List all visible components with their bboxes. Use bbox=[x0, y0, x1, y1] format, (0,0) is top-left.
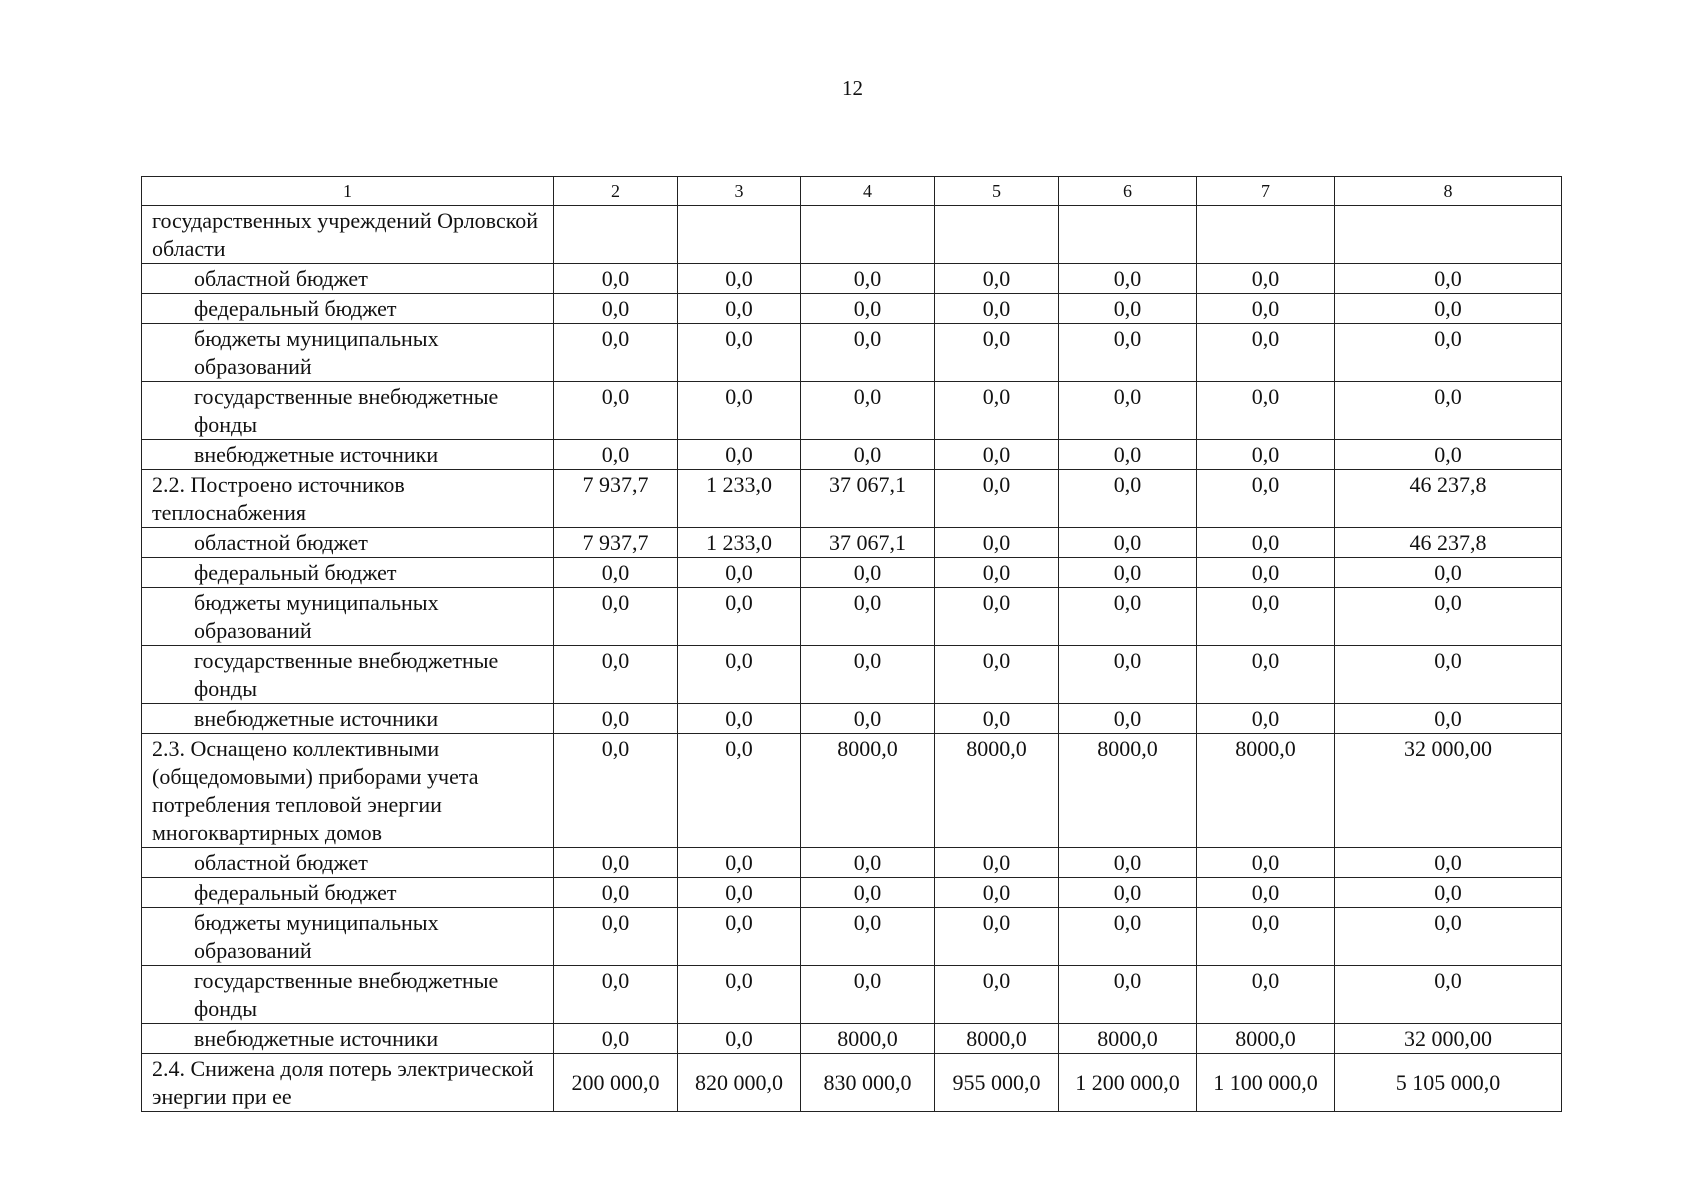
table-cell-value: 0,0 bbox=[554, 264, 678, 294]
column-header: 1 bbox=[142, 177, 554, 206]
column-header: 3 bbox=[678, 177, 801, 206]
table-cell-value: 8000,0 bbox=[801, 1024, 935, 1054]
table-cell-value: 0,0 bbox=[801, 558, 935, 588]
table-cell-value: 0,0 bbox=[554, 558, 678, 588]
table-row bbox=[142, 294, 1562, 324]
table-cell-value: 0,0 bbox=[1335, 264, 1562, 294]
table-cell-value: 0,0 bbox=[801, 878, 935, 908]
table-cell-value: 0,0 bbox=[1197, 382, 1335, 440]
table-cell-value: 0,0 bbox=[1197, 324, 1335, 382]
row-sublabel: бюджеты муниципальных образований bbox=[142, 908, 554, 966]
table-cell-value bbox=[1335, 206, 1562, 264]
table-cell-value: 0,0 bbox=[1059, 558, 1197, 588]
table-cell-value: 37 067,1 bbox=[801, 470, 935, 528]
table-cell-value bbox=[1059, 206, 1197, 264]
table-body bbox=[142, 177, 1562, 1112]
table-cell-value: 0,0 bbox=[678, 878, 801, 908]
table-row bbox=[142, 878, 1562, 908]
column-header: 5 bbox=[935, 177, 1059, 206]
table-cell-value: 0,0 bbox=[1197, 908, 1335, 966]
table-cell-value: 0,0 bbox=[1335, 440, 1562, 470]
table-cell-value: 0,0 bbox=[1059, 382, 1197, 440]
table-cell-value: 0,0 bbox=[935, 382, 1059, 440]
table-row bbox=[142, 848, 1562, 878]
table-cell-value: 0,0 bbox=[678, 324, 801, 382]
table-cell-value: 0,0 bbox=[678, 646, 801, 704]
table-cell-value: 0,0 bbox=[801, 382, 935, 440]
table-cell-value: 8000,0 bbox=[935, 1024, 1059, 1054]
table-cell-value: 0,0 bbox=[1197, 558, 1335, 588]
table-cell-value: 1 233,0 bbox=[678, 528, 801, 558]
table-cell-value: 0,0 bbox=[801, 264, 935, 294]
row-sublabel: областной бюджет bbox=[142, 528, 554, 558]
table-cell-value: 0,0 bbox=[554, 1024, 678, 1054]
table-cell-value: 8000,0 bbox=[1197, 1024, 1335, 1054]
table-cell-value: 0,0 bbox=[1335, 848, 1562, 878]
budget-table bbox=[141, 176, 1562, 1112]
table-cell-value: 0,0 bbox=[1335, 324, 1562, 382]
table-row bbox=[142, 1024, 1562, 1054]
row-sublabel: внебюджетные источники bbox=[142, 440, 554, 470]
table-cell-value: 0,0 bbox=[1197, 264, 1335, 294]
table-cell-value: 0,0 bbox=[801, 908, 935, 966]
page-number: 12 bbox=[842, 76, 863, 100]
table-cell-value: 0,0 bbox=[1059, 470, 1197, 528]
table-row bbox=[142, 206, 1562, 264]
table-cell-value: 0,0 bbox=[935, 528, 1059, 558]
table-cell-value: 955 000,0 bbox=[935, 1054, 1059, 1112]
table-cell-value: 0,0 bbox=[1335, 294, 1562, 324]
table-cell-value: 1 233,0 bbox=[678, 470, 801, 528]
table-row bbox=[142, 588, 1562, 646]
table-cell-value: 0,0 bbox=[678, 848, 801, 878]
table-row bbox=[142, 470, 1562, 528]
table-cell-value: 0,0 bbox=[1059, 264, 1197, 294]
table-cell-value: 0,0 bbox=[801, 646, 935, 704]
table-cell-value: 0,0 bbox=[554, 966, 678, 1024]
table-cell-value: 1 200 000,0 bbox=[1059, 1054, 1197, 1112]
table-cell-value: 0,0 bbox=[554, 294, 678, 324]
table-cell-value: 0,0 bbox=[1059, 966, 1197, 1024]
table-cell-value: 0,0 bbox=[678, 734, 801, 848]
table-cell-value: 0,0 bbox=[1197, 588, 1335, 646]
row-sublabel: федеральный бюджет bbox=[142, 294, 554, 324]
table-cell-value: 7 937,7 bbox=[554, 528, 678, 558]
table-cell-value: 0,0 bbox=[1335, 908, 1562, 966]
table-cell-value: 0,0 bbox=[935, 848, 1059, 878]
table-cell-value: 0,0 bbox=[678, 264, 801, 294]
table-cell-value: 0,0 bbox=[935, 908, 1059, 966]
table-cell-value: 820 000,0 bbox=[678, 1054, 801, 1112]
table-row bbox=[142, 382, 1562, 440]
table-cell-value: 8000,0 bbox=[801, 734, 935, 848]
column-header: 6 bbox=[1059, 177, 1197, 206]
row-sublabel: государственные внебюджетные фонды bbox=[142, 382, 554, 440]
table-cell-value: 46 237,8 bbox=[1335, 470, 1562, 528]
table-cell-value: 0,0 bbox=[1335, 704, 1562, 734]
column-header-row bbox=[142, 177, 1562, 206]
table-cell-value: 200 000,0 bbox=[554, 1054, 678, 1112]
row-sublabel: федеральный бюджет bbox=[142, 558, 554, 588]
table-cell-value: 0,0 bbox=[554, 908, 678, 966]
table-cell-value: 0,0 bbox=[935, 294, 1059, 324]
table-cell-value: 0,0 bbox=[1059, 704, 1197, 734]
table-cell-value: 0,0 bbox=[678, 1024, 801, 1054]
table-cell-value: 0,0 bbox=[935, 878, 1059, 908]
table-cell-value: 0,0 bbox=[935, 558, 1059, 588]
table-cell-value: 8000,0 bbox=[1059, 734, 1197, 848]
table-cell-value: 0,0 bbox=[1197, 440, 1335, 470]
table-cell-value: 0,0 bbox=[801, 294, 935, 324]
table-row bbox=[142, 646, 1562, 704]
table-cell-value: 8000,0 bbox=[935, 734, 1059, 848]
table-cell-value: 0,0 bbox=[801, 848, 935, 878]
column-header: 8 bbox=[1335, 177, 1562, 206]
table-cell-value: 0,0 bbox=[801, 588, 935, 646]
row-sublabel: внебюджетные источники bbox=[142, 1024, 554, 1054]
row-label: государственных учреждений Орловской области bbox=[142, 206, 554, 264]
table-cell-value: 0,0 bbox=[935, 440, 1059, 470]
table-cell-value: 0,0 bbox=[1197, 878, 1335, 908]
table-cell-value: 46 237,8 bbox=[1335, 528, 1562, 558]
table-cell-value: 0,0 bbox=[1197, 528, 1335, 558]
table-cell-value bbox=[935, 206, 1059, 264]
row-sublabel: государственные внебюджетные фонды bbox=[142, 966, 554, 1024]
table-cell-value: 0,0 bbox=[678, 558, 801, 588]
table-cell-value: 0,0 bbox=[1197, 294, 1335, 324]
table-cell-value bbox=[678, 206, 801, 264]
table-cell-value: 37 067,1 bbox=[801, 528, 935, 558]
column-header: 7 bbox=[1197, 177, 1335, 206]
table-cell-value: 0,0 bbox=[801, 704, 935, 734]
table-row bbox=[142, 324, 1562, 382]
table-cell-value: 7 937,7 bbox=[554, 470, 678, 528]
table-cell-value: 8000,0 bbox=[1197, 734, 1335, 848]
table-cell-value: 0,0 bbox=[1059, 878, 1197, 908]
table-cell-value: 0,0 bbox=[801, 324, 935, 382]
row-label: 2.4. Снижена доля потерь электрической энергии при ее bbox=[142, 1054, 554, 1112]
table-cell-value: 0,0 bbox=[554, 382, 678, 440]
table-cell-value: 0,0 bbox=[678, 966, 801, 1024]
table-cell-value: 0,0 bbox=[678, 440, 801, 470]
table-cell-value: 32 000,00 bbox=[1335, 1024, 1562, 1054]
table-cell-value: 1 100 000,0 bbox=[1197, 1054, 1335, 1112]
table-cell-value: 0,0 bbox=[554, 646, 678, 704]
table-cell-value bbox=[1197, 206, 1335, 264]
table-cell-value: 0,0 bbox=[1197, 966, 1335, 1024]
table-cell-value: 0,0 bbox=[935, 470, 1059, 528]
table-cell-value: 0,0 bbox=[1059, 324, 1197, 382]
table-cell-value: 0,0 bbox=[935, 588, 1059, 646]
table-cell-value: 0,0 bbox=[935, 264, 1059, 294]
table-cell-value: 0,0 bbox=[801, 440, 935, 470]
table-cell-value: 0,0 bbox=[1059, 908, 1197, 966]
row-sublabel: государственные внебюджетные фонды bbox=[142, 646, 554, 704]
table-cell-value: 0,0 bbox=[1197, 646, 1335, 704]
table-cell-value: 0,0 bbox=[1197, 470, 1335, 528]
table-cell-value: 8000,0 bbox=[1059, 1024, 1197, 1054]
row-label: 2.2. Построено источников теплоснабжения bbox=[142, 470, 554, 528]
table-row bbox=[142, 1054, 1562, 1112]
row-sublabel: федеральный бюджет bbox=[142, 878, 554, 908]
table-cell-value: 32 000,00 bbox=[1335, 734, 1562, 848]
table-cell-value bbox=[554, 206, 678, 264]
table-cell-value: 0,0 bbox=[1059, 588, 1197, 646]
table-cell-value: 0,0 bbox=[935, 324, 1059, 382]
row-sublabel: областной бюджет bbox=[142, 264, 554, 294]
row-sublabel: внебюджетные источники bbox=[142, 704, 554, 734]
table-cell-value: 0,0 bbox=[935, 966, 1059, 1024]
row-sublabel: областной бюджет bbox=[142, 848, 554, 878]
table-cell-value: 0,0 bbox=[1335, 382, 1562, 440]
table-cell-value: 0,0 bbox=[1335, 558, 1562, 588]
table-row bbox=[142, 966, 1562, 1024]
table-cell-value: 0,0 bbox=[1197, 848, 1335, 878]
table-cell-value: 0,0 bbox=[1059, 440, 1197, 470]
table-cell-value: 0,0 bbox=[554, 704, 678, 734]
row-sublabel: бюджеты муниципальных образований bbox=[142, 588, 554, 646]
column-header: 4 bbox=[801, 177, 935, 206]
table-cell-value: 0,0 bbox=[554, 588, 678, 646]
table-cell-value: 0,0 bbox=[935, 704, 1059, 734]
table-cell-value: 0,0 bbox=[1335, 966, 1562, 1024]
table-cell-value: 0,0 bbox=[678, 704, 801, 734]
table-row bbox=[142, 440, 1562, 470]
table-cell-value: 0,0 bbox=[678, 588, 801, 646]
table-cell-value: 0,0 bbox=[1059, 848, 1197, 878]
table-cell-value: 0,0 bbox=[1059, 646, 1197, 704]
table-cell-value: 0,0 bbox=[1335, 588, 1562, 646]
table-cell-value: 0,0 bbox=[935, 646, 1059, 704]
table-cell-value: 0,0 bbox=[678, 294, 801, 324]
table-cell-value: 0,0 bbox=[554, 440, 678, 470]
table-cell-value: 0,0 bbox=[554, 878, 678, 908]
table-cell-value: 5 105 000,0 bbox=[1335, 1054, 1562, 1112]
table-row bbox=[142, 528, 1562, 558]
row-sublabel: бюджеты муниципальных образований bbox=[142, 324, 554, 382]
column-header: 2 bbox=[554, 177, 678, 206]
table-cell-value bbox=[801, 206, 935, 264]
table-cell-value: 830 000,0 bbox=[801, 1054, 935, 1112]
table-row bbox=[142, 734, 1562, 848]
table-cell-value: 0,0 bbox=[554, 324, 678, 382]
table-row bbox=[142, 908, 1562, 966]
table-cell-value: 0,0 bbox=[554, 734, 678, 848]
table-cell-value: 0,0 bbox=[1335, 878, 1562, 908]
table-cell-value: 0,0 bbox=[678, 908, 801, 966]
table-row bbox=[142, 558, 1562, 588]
table-cell-value: 0,0 bbox=[1059, 528, 1197, 558]
table-row bbox=[142, 704, 1562, 734]
table-cell-value: 0,0 bbox=[1197, 704, 1335, 734]
row-label: 2.3. Оснащено коллективными (общедомовыми) приборами учета потребления тепловой энергии многоквартирных домов bbox=[142, 734, 554, 848]
table-cell-value: 0,0 bbox=[1335, 646, 1562, 704]
table-row bbox=[142, 264, 1562, 294]
table-cell-value: 0,0 bbox=[554, 848, 678, 878]
table-cell-value: 0,0 bbox=[1059, 294, 1197, 324]
table-cell-value: 0,0 bbox=[678, 382, 801, 440]
table-cell-value: 0,0 bbox=[801, 966, 935, 1024]
